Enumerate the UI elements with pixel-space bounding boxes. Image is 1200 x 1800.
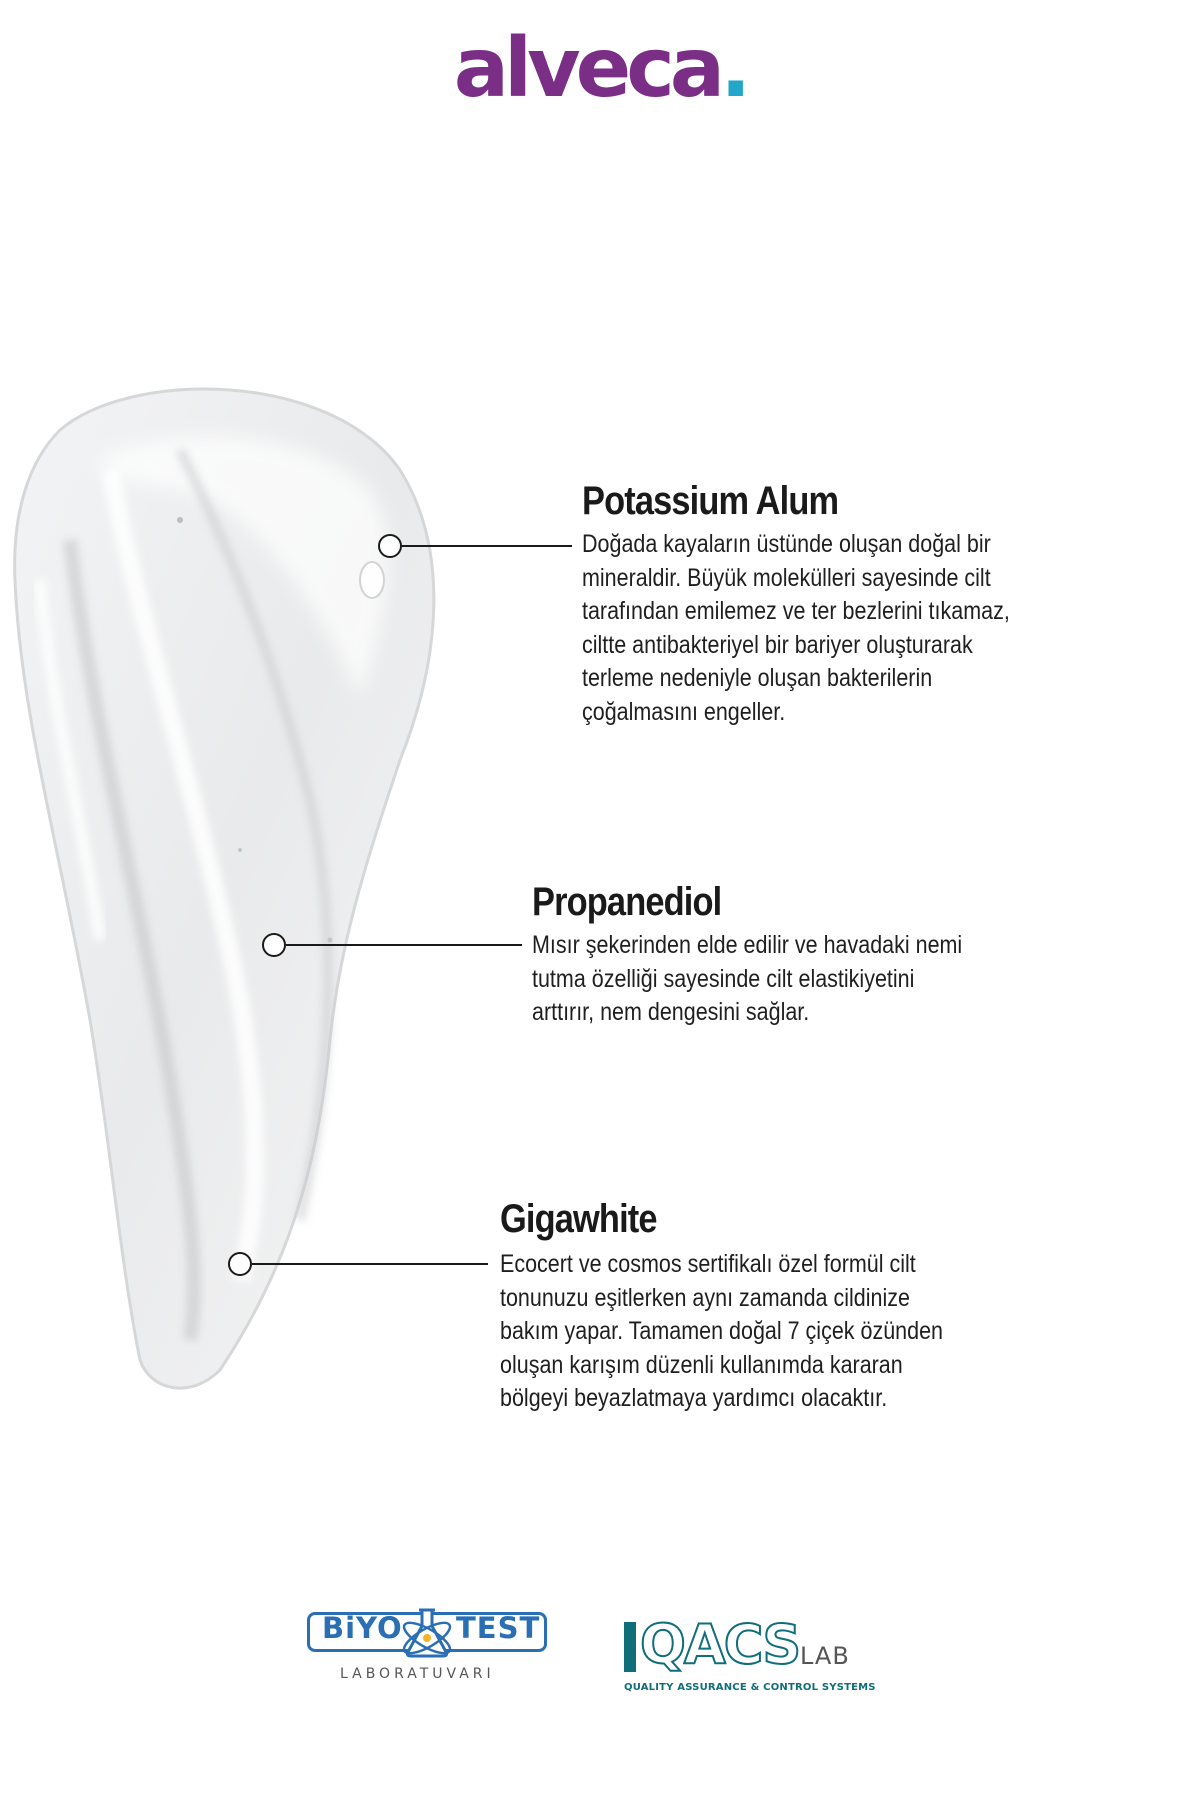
ingredient-title: Propanediol [532, 880, 722, 924]
test-text: TEST [456, 1611, 541, 1645]
ingredient-description: Ecocert ve cosmos sertifikalı özel formül cilt tonunuzu eşitlerken aynı zamanda cildinize bakım yapar. Tamamen doğal 7 çiçek özünden oluşan karışım düzenli kullanımda kararan bölgeyi beyazlatmaya yardımcı olacaktır. [500, 1250, 944, 1412]
brand-name: alveca [453, 21, 721, 116]
qacs-lab-text: LAB [800, 1642, 850, 1670]
biyo-test-subtitle: LABORATUVARI [340, 1666, 495, 1682]
flask-atom-icon [398, 1604, 456, 1660]
callout-marker [378, 534, 402, 558]
ingredient-description: Doğada kayaların üstünde oluşan doğal bir mineraldir. Büyük molekülleri sayesinde cilt tarafından emilemez ve ter bezlerini tıkamaz, ciltte antibakteriyel bir bariyer oluşturarak terleme nedeniyle oluşan bakterilerin çoğalmasını engeller. [582, 530, 1010, 726]
ingredient-title: Potassium Alum [582, 479, 839, 523]
callout-marker [228, 1252, 252, 1276]
qacs-bar-icon [624, 1622, 636, 1672]
callout-line [252, 1263, 488, 1265]
biyo-text: BiYO [322, 1611, 403, 1645]
callout-line [286, 944, 522, 946]
brand-dot: . [720, 21, 747, 116]
certification-logos [0, 1610, 1200, 1730]
ingredient-title: Gigawhite [500, 1197, 657, 1241]
brand-logo [0, 21, 1200, 116]
gel-swatch-image [0, 380, 480, 1400]
qacs-subtitle: QUALITY ASSURANCE & CONTROL SYSTEMS [624, 1682, 876, 1693]
qacs-text: QACS [640, 1613, 800, 1676]
ingredient-description: Mısır şekerinden elde edilir ve havadaki nemi tutma özelliği sayesinde cilt elastikiyetini arttırır, nem dengesini sağlar. [532, 931, 963, 1026]
callout-marker [262, 933, 286, 957]
callout-line [402, 545, 572, 547]
